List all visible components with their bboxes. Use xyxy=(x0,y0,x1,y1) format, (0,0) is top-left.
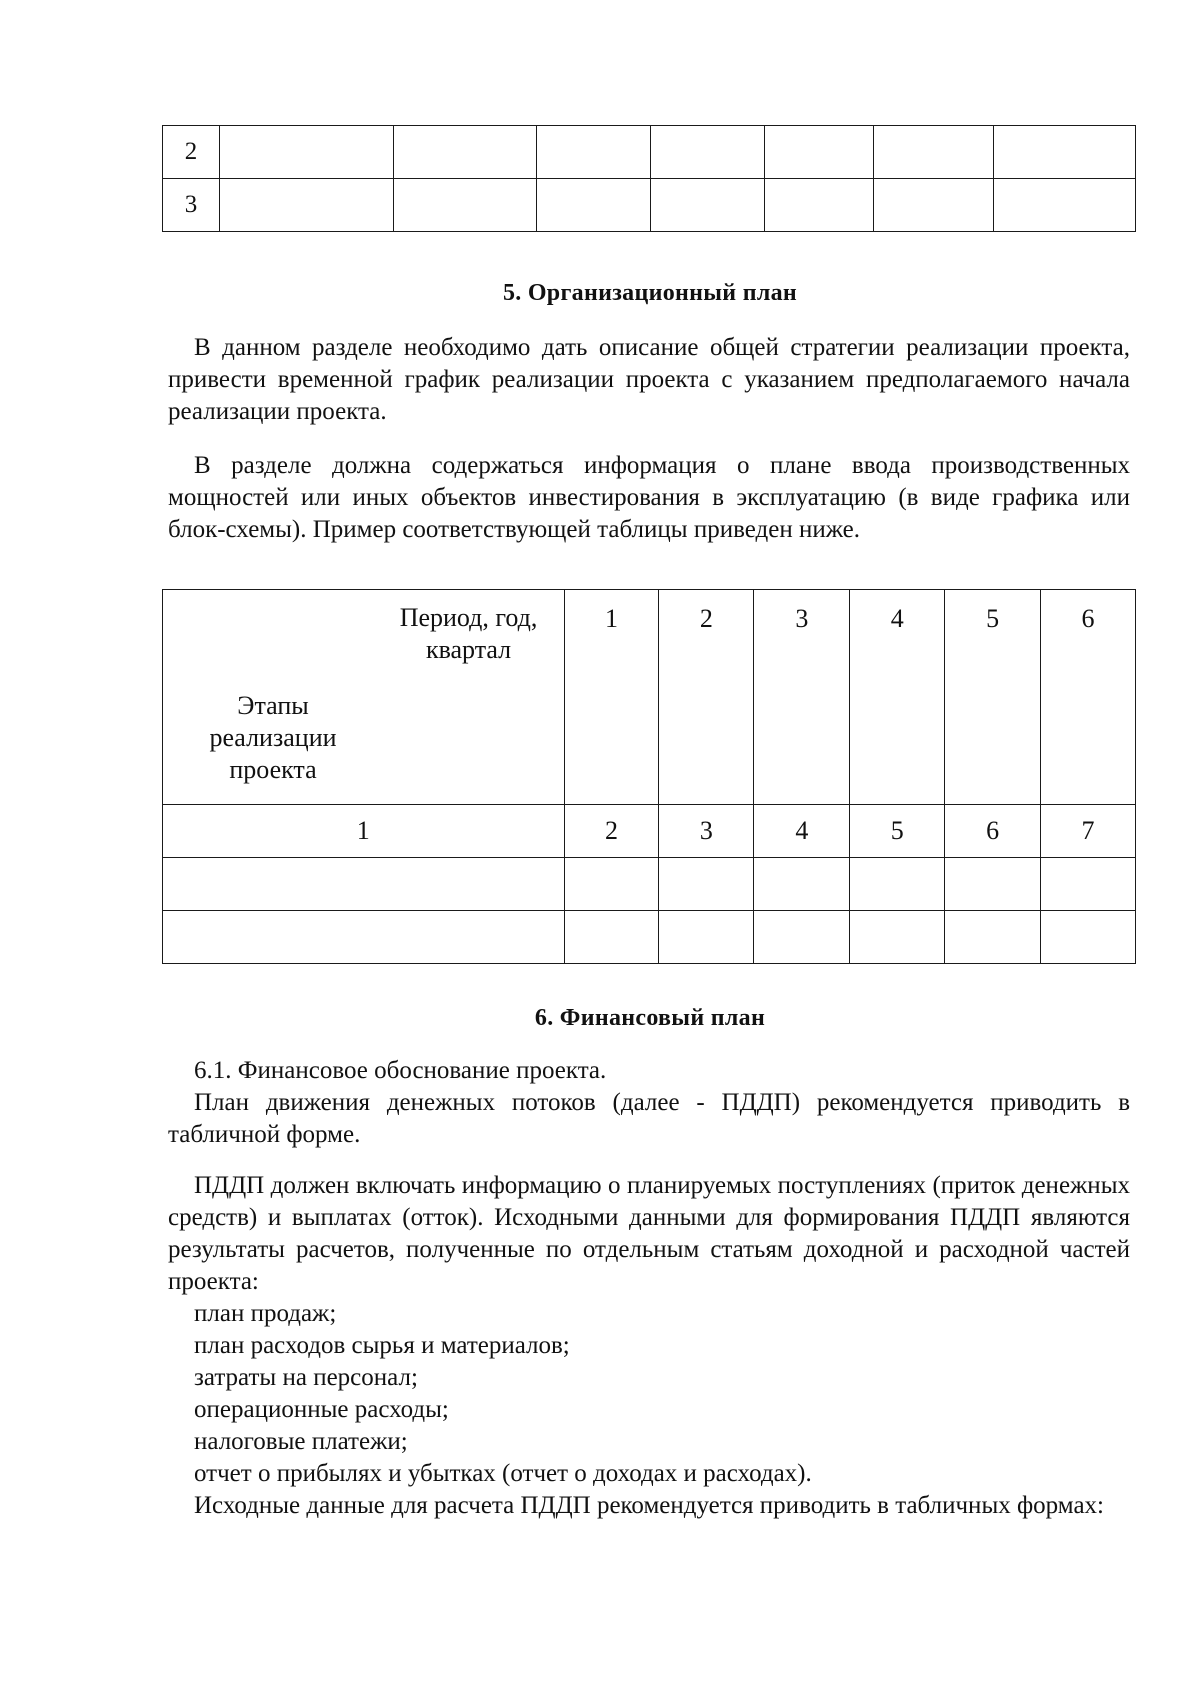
column-number: 1 xyxy=(163,805,565,858)
section-5-title: 5. Организационный план xyxy=(502,280,798,306)
section-6-paragraph-2: ПДДП должен включать информацию о планируемых поступлениях (приток денежных средств) и выплатах (отток). Исходными данными для формирования ПДДП являются результаты расчетов, полученные по отдельным статьям доходной и расходной частей проекта: xyxy=(168,1172,1130,1295)
table-row xyxy=(163,911,1136,964)
column-number: 6 xyxy=(945,805,1041,858)
section-6-title: 6. Финансовый план xyxy=(534,1005,766,1031)
item-6-1: 6.1. Финансовое обоснование проекта. xyxy=(194,1057,607,1084)
period-column-header: 2 xyxy=(659,590,754,805)
column-number: 4 xyxy=(754,805,850,858)
section-6-paragraph-1: План движения денежных потоков (далее - ПДДП) рекомендуется приводить в табличной форме. xyxy=(168,1089,1130,1148)
period-label: Период, год, квартал xyxy=(399,603,538,664)
continuation-table xyxy=(162,125,1136,232)
row-number: 3 xyxy=(163,179,220,232)
stages-label: Этапы реализации проекта xyxy=(209,691,337,784)
list-item: план продаж; xyxy=(194,1300,337,1327)
section-5-paragraph-1: В данном разделе необходимо дать описание общей стратегии реализации проекта, привести временной график реализации проекта с указанием предполагаемого начала реализации проекта. xyxy=(168,334,1130,425)
implementation-stages-table xyxy=(162,589,1136,964)
period-column-header: 1 xyxy=(564,590,659,805)
period-column-header: 6 xyxy=(1041,590,1136,805)
table-row xyxy=(163,126,1136,179)
table-row xyxy=(163,179,1136,232)
column-number: 5 xyxy=(850,805,945,858)
column-number: 7 xyxy=(1041,805,1136,858)
list-item: план расходов сырья и материалов; xyxy=(194,1332,570,1359)
period-column-header: 3 xyxy=(754,590,850,805)
column-number: 2 xyxy=(564,805,659,858)
list-item: налоговые платежи; xyxy=(194,1428,408,1455)
column-number: 3 xyxy=(659,805,754,858)
list-item: операционные расходы; xyxy=(194,1396,449,1423)
list-item: затраты на персонал; xyxy=(194,1364,418,1391)
list-item: отчет о прибылях и убытках (отчет о доходах и расходах). xyxy=(194,1460,812,1487)
header-corner-cell xyxy=(163,590,565,805)
section-5-paragraph-2: В разделе должна содержаться информация о плане ввода производственных мощностей или иных объектов инвестирования в эксплуатацию (в виде графика или блок-схемы). Пример соответствующей таблицы приведен ниже. xyxy=(168,452,1130,543)
row-number: 2 xyxy=(163,126,220,179)
column-number-row xyxy=(163,805,1136,858)
table-header-row xyxy=(163,590,1136,805)
period-column-header: 5 xyxy=(945,590,1041,805)
table-row xyxy=(163,858,1136,911)
period-column-header: 4 xyxy=(850,590,945,805)
section-6-paragraph-3: Исходные данные для расчета ПДДП рекомендуется приводить в табличных формах: xyxy=(194,1492,1104,1519)
